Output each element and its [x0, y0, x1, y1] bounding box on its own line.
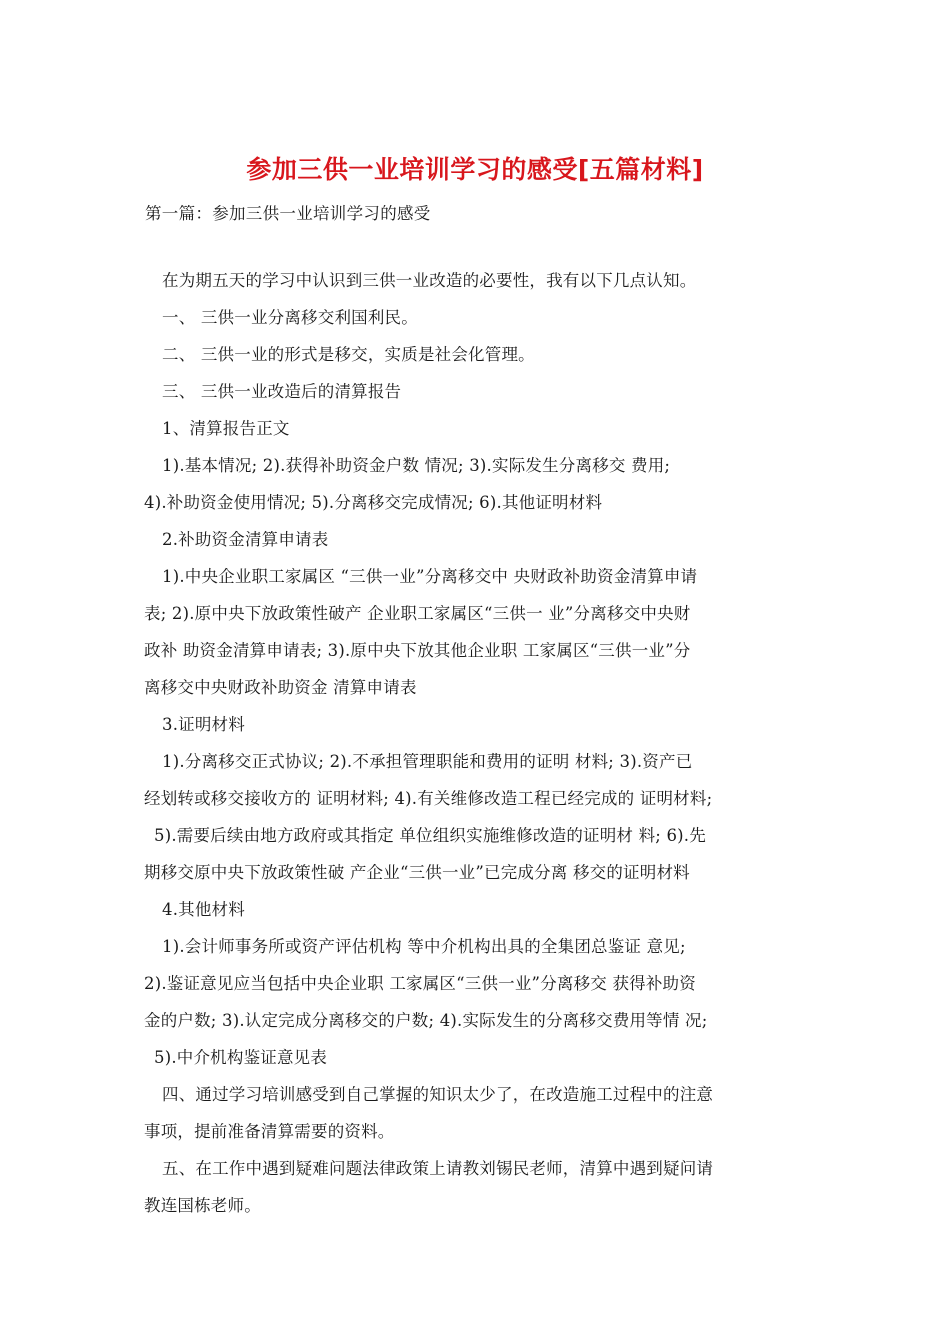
point-four-line-2: 事项，提前准备清算需要的资料。: [144, 1122, 395, 1141]
proof-materials-line-4: 期移交原中央下放政策性破 产企业“三供一业”已完成分离 移交的证明材料: [144, 863, 690, 882]
proof-materials-line-2: 经划转或移交接收方的 证明材料; 4).有关维修改造工程已经完成的 证明材料;: [144, 789, 713, 808]
application-form-line-4: 离移交中央财政补助资金 清算申请表: [144, 678, 417, 697]
other-materials-line-4: 5).中介机构鉴证意见表: [154, 1048, 328, 1067]
application-form-line-3: 政补 助资金清算申请表; 3).原中央下放其他企业职 工家属区“三供一业”分: [144, 641, 691, 660]
application-form-line-2: 表; 2).原中央下放政策性破产 企业职工家属区“三供一 业”分离移交中央财: [144, 604, 691, 623]
point-three: 三、 三供一业改造后的清算报告: [162, 382, 402, 401]
application-form-line-1: 1).中央企业职工家属区 “三供一业”分离移交中 央财政补助资金清算申请: [162, 567, 698, 586]
point-five-line-2: 教连国栋老师。: [144, 1196, 261, 1215]
point-two: 二、 三供一业的形式是移交，实质是社会化管理。: [162, 345, 535, 364]
section-report-body: 1、清算报告正文: [162, 419, 290, 438]
other-materials-line-2: 2).鉴证意见应当包括中央企业职 工家属区“三供一业”分离移交 获得补助资: [144, 974, 696, 993]
proof-materials-line-3: 5).需要后续由地方政府或其指定 单位组织实施维修改造的证明材 料; 6).先: [154, 826, 706, 845]
point-one: 一、 三供一业分离移交利国利民。: [162, 308, 418, 327]
report-body-line-1: 1).基本情况; 2).获得补助资金户数 情况; 3).实际发生分离移交 费用;: [162, 456, 671, 475]
section-proof-materials: 3.证明材料: [162, 715, 245, 734]
other-materials-line-3: 金的户数; 3).认定完成分离移交的户数; 4).实际发生的分离移交费用等情 况;: [144, 1011, 708, 1030]
proof-materials-line-1: 1).分离移交正式协议; 2).不承担管理职能和费用的证明 材料; 3).资产已: [162, 752, 693, 771]
document-subtitle: 第一篇：参加三供一业培训学习的感受: [145, 204, 431, 223]
section-other-materials: 4.其他材料: [162, 900, 245, 919]
other-materials-line-1: 1).会计师事务所或资产评估机构 等中介机构出具的全集团总鉴证 意见;: [162, 937, 686, 956]
paragraph-intro: 在为期五天的学习中认识到三供一业改造的必要性，我有以下几点认知。: [162, 271, 697, 290]
report-body-line-2: 4).补助资金使用情况; 5).分离移交完成情况; 6).其他证明材料: [144, 493, 603, 512]
document-body: [144, 262, 816, 1224]
point-five-line-1: 五、在工作中遇到疑难问题法律政策上请教刘锡民老师，清算中遇到疑问请: [162, 1159, 714, 1178]
section-application-form: 2.补助资金清算申请表: [162, 530, 329, 549]
point-four-line-1: 四、通过学习培训感受到自己掌握的知识太少了，在改造施工过程中的注意: [162, 1085, 714, 1104]
document-title: 参加三供一业培训学习的感受[五篇材料]: [246, 155, 704, 184]
